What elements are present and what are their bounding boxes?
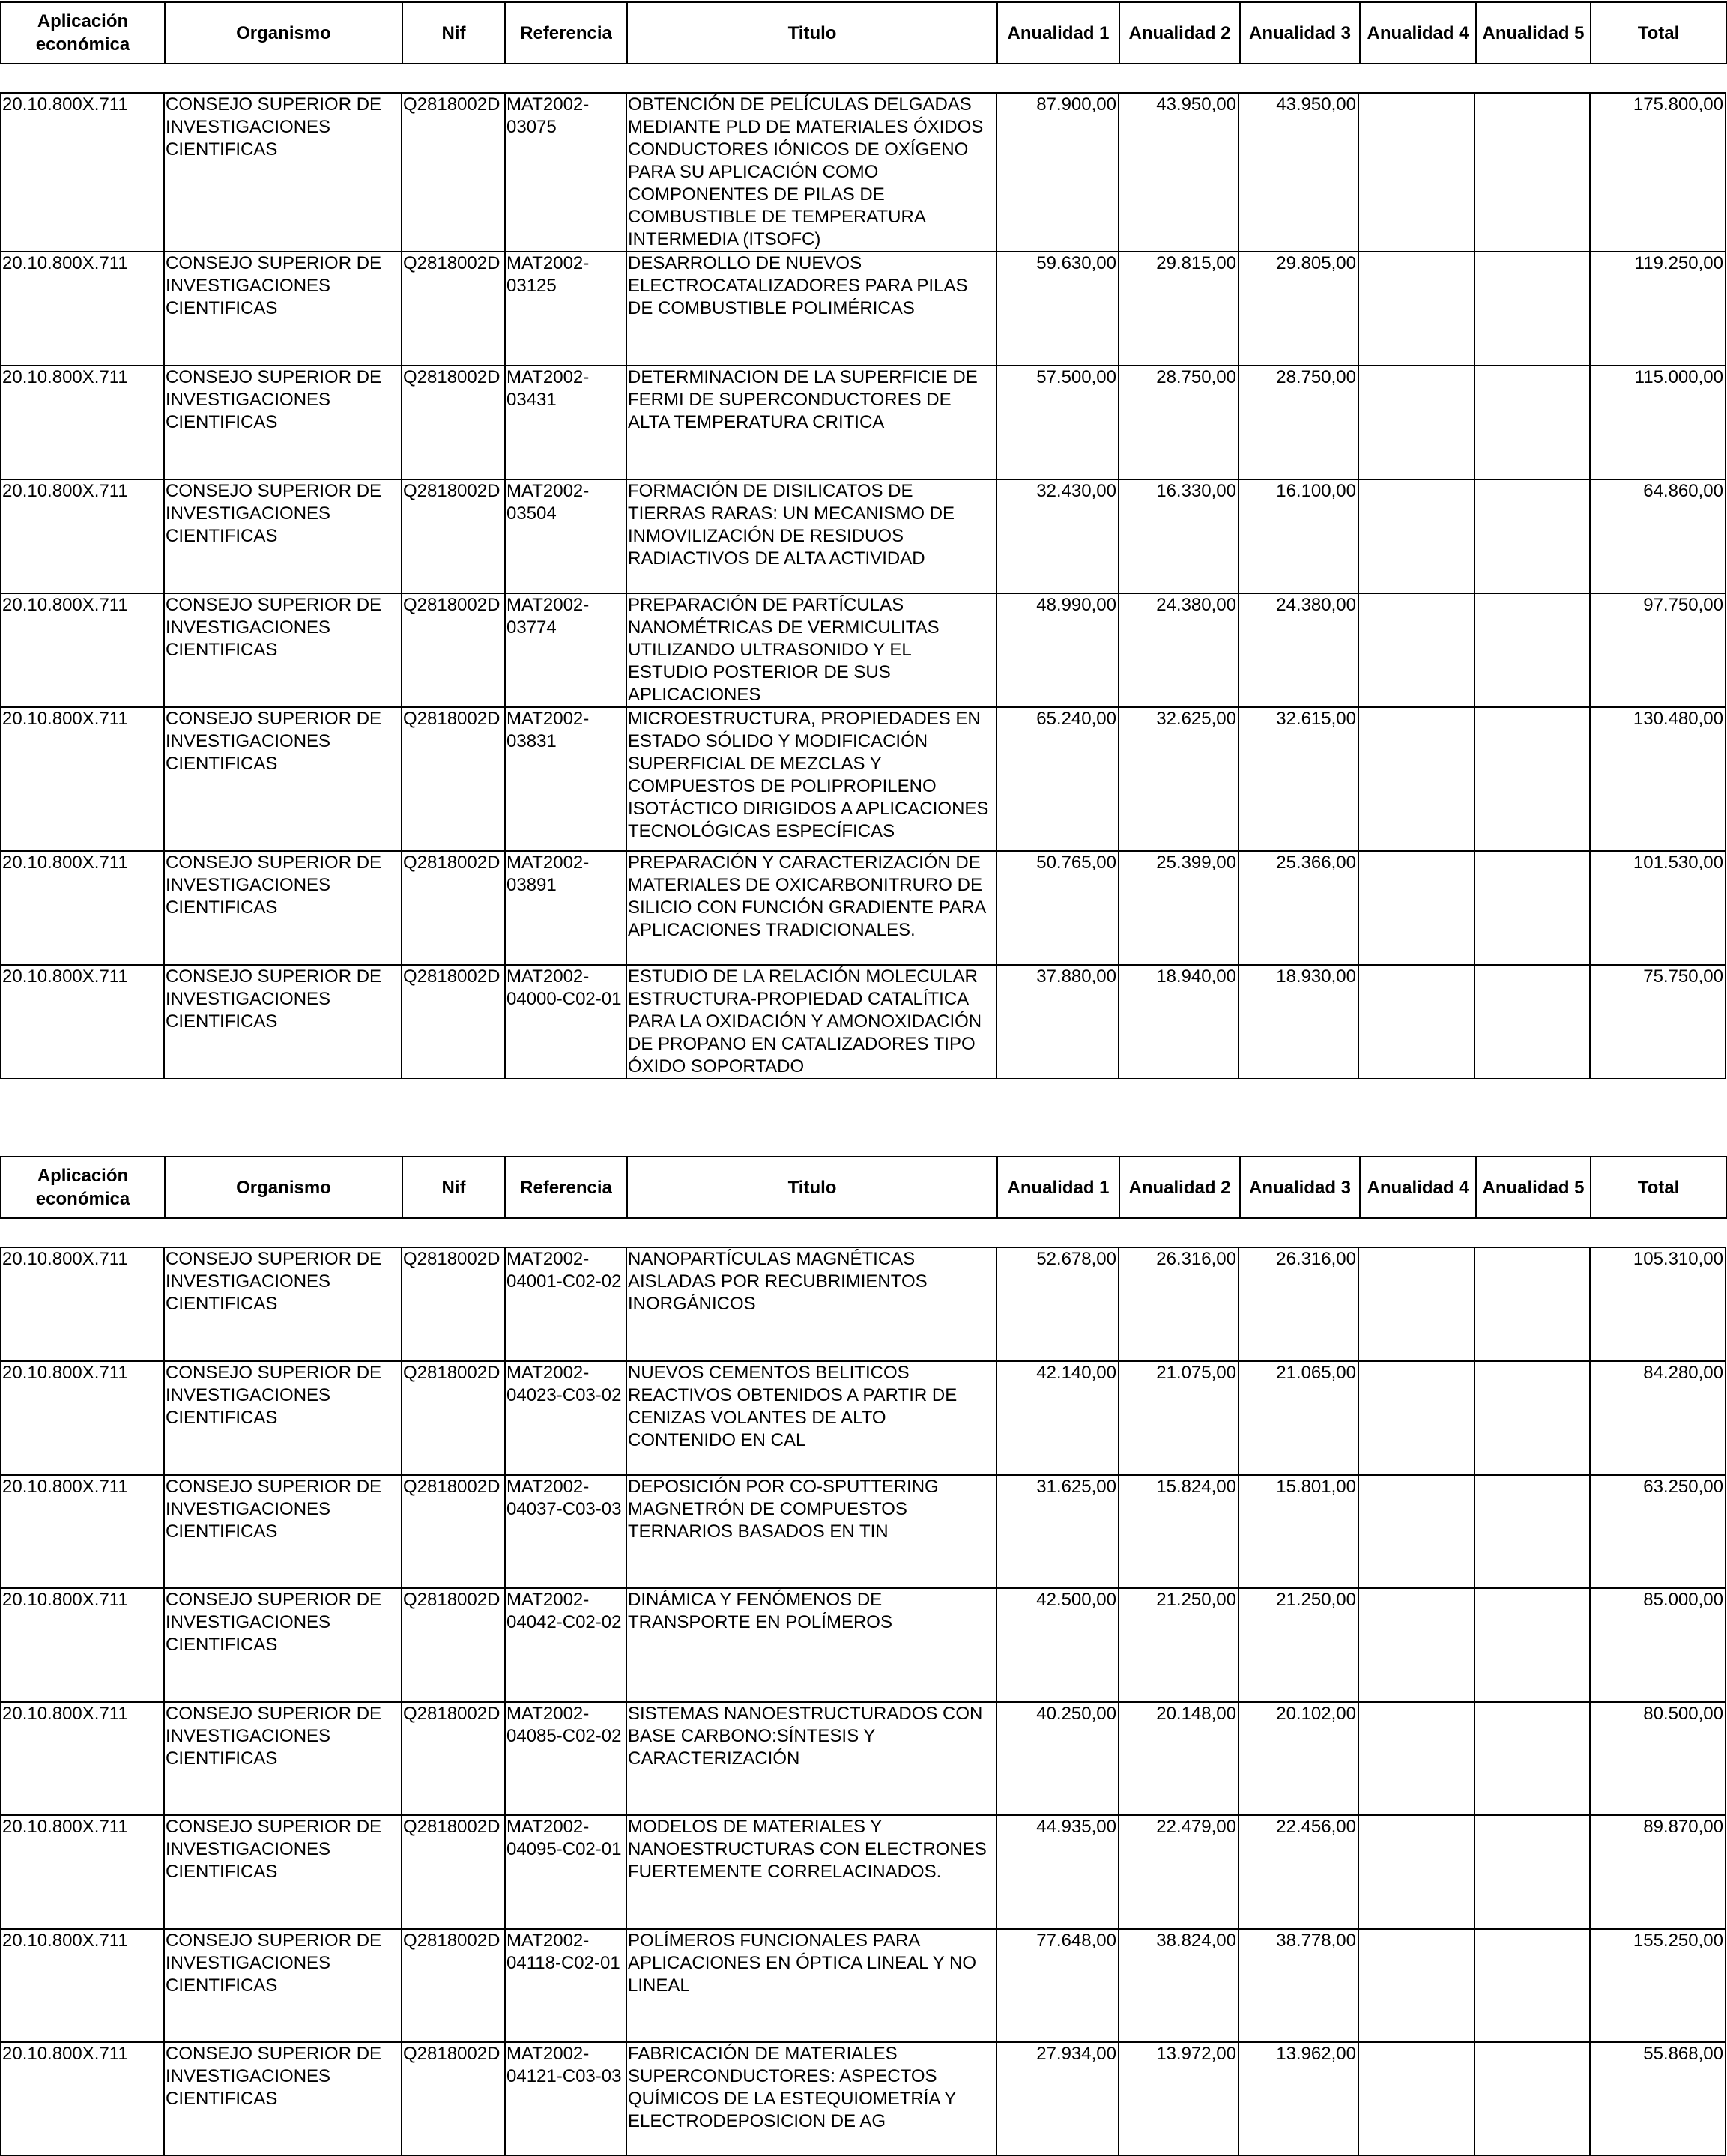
cell-referencia: MAT2002-04121-C03-03: [505, 2042, 626, 2155]
cell-nif: Q2818002D: [402, 1475, 505, 1588]
col-aplicacion: Aplicación económica: [1, 1157, 165, 1218]
data-table-2: [0, 1247, 1726, 2156]
table-row: [1, 252, 1726, 366]
cell-anualidad4: [1358, 93, 1475, 252]
cell-anualidad1: 32.430,00: [996, 479, 1119, 593]
cell-titulo: DINÁMICA Y FENÓMENOS DE TRANSPORTE EN POLÍMEROS: [626, 1588, 996, 1702]
cell-total: 115.000,00: [1590, 366, 1726, 479]
cell-organismo: CONSEJO SUPERIOR DE INVESTIGACIONES CIENTIFICAS: [164, 93, 402, 252]
col-total: Total: [1591, 2, 1726, 64]
table-row: [1, 593, 1726, 707]
cell-anualidad5: [1475, 1588, 1590, 1702]
cell-organismo: CONSEJO SUPERIOR DE INVESTIGACIONES CIENTIFICAS: [164, 707, 402, 851]
cell-total: 75.750,00: [1590, 965, 1726, 1079]
cell-titulo: FABRICACIÓN DE MATERIALES SUPERCONDUCTORES: ASPECTOS QUÍMICOS DE LA ESTEQUIOMETRÍA Y ELECTRODEPOSICION DE AG: [626, 2042, 996, 2155]
cell-anualidad2: 26.316,00: [1119, 1247, 1238, 1361]
cell-anualidad5: [1475, 366, 1590, 479]
cell-anualidad3: 18.930,00: [1238, 965, 1358, 1079]
cell-nif: Q2818002D: [402, 252, 505, 366]
cell-anualidad3: 28.750,00: [1238, 366, 1358, 479]
cell-titulo: POLÍMEROS FUNCIONALES PARA APLICACIONES EN ÓPTICA LINEAL Y NO LINEAL: [626, 1929, 996, 2042]
cell-anualidad4: [1358, 1929, 1475, 2042]
cell-referencia: MAT2002-04095-C02-01: [505, 1815, 626, 1929]
cell-anualidad3: 24.380,00: [1238, 593, 1358, 707]
data-table-1: [0, 92, 1726, 1079]
col-organismo: Organismo: [165, 1157, 402, 1218]
cell-aplicacion: 20.10.800X.711: [1, 93, 164, 252]
cell-referencia: MAT2002-04001-C02-02: [505, 1247, 626, 1361]
cell-anualidad3: 13.962,00: [1238, 2042, 1358, 2155]
col-titulo: Titulo: [627, 2, 997, 64]
cell-total: 89.870,00: [1590, 1815, 1726, 1929]
cell-total: 155.250,00: [1590, 1929, 1726, 2042]
cell-anualidad1: 87.900,00: [996, 93, 1119, 252]
cell-total: 85.000,00: [1590, 1588, 1726, 1702]
cell-referencia: MAT2002-04037-C03-03: [505, 1475, 626, 1588]
col-anualidad5: Anualidad 5: [1476, 1157, 1591, 1218]
cell-nif: Q2818002D: [402, 2042, 505, 2155]
cell-anualidad3: 21.250,00: [1238, 1588, 1358, 1702]
cell-anualidad3: 43.950,00: [1238, 93, 1358, 252]
col-organismo: Organismo: [165, 2, 402, 64]
cell-aplicacion: 20.10.800X.711: [1, 965, 164, 1079]
cell-anualidad2: 15.824,00: [1119, 1475, 1238, 1588]
cell-total: 130.480,00: [1590, 707, 1726, 851]
cell-total: 84.280,00: [1590, 1361, 1726, 1475]
col-anualidad5: Anualidad 5: [1476, 2, 1591, 64]
cell-aplicacion: 20.10.800X.711: [1, 1475, 164, 1588]
cell-referencia: MAT2002-03075: [505, 93, 626, 252]
col-anualidad4: Anualidad 4: [1360, 1157, 1476, 1218]
cell-organismo: CONSEJO SUPERIOR DE INVESTIGACIONES CIENTIFICAS: [164, 1929, 402, 2042]
cell-anualidad2: 25.399,00: [1119, 851, 1238, 965]
cell-anualidad2: 24.380,00: [1119, 593, 1238, 707]
cell-referencia: MAT2002-04023-C03-02: [505, 1361, 626, 1475]
cell-anualidad4: [1358, 707, 1475, 851]
cell-nif: Q2818002D: [402, 479, 505, 593]
cell-anualidad4: [1358, 1588, 1475, 1702]
cell-nif: Q2818002D: [402, 1247, 505, 1361]
cell-nif: Q2818002D: [402, 366, 505, 479]
cell-organismo: CONSEJO SUPERIOR DE INVESTIGACIONES CIENTIFICAS: [164, 1588, 402, 1702]
cell-total: 97.750,00: [1590, 593, 1726, 707]
cell-titulo: PREPARACIÓN DE PARTÍCULAS NANOMÉTRICAS DE VERMICULITAS UTILIZANDO ULTRASONIDO Y EL ESTUDIO POSTERIOR DE SUS APLICACIONES: [626, 593, 996, 707]
cell-anualidad2: 21.075,00: [1119, 1361, 1238, 1475]
cell-anualidad4: [1358, 1702, 1475, 1815]
cell-anualidad2: 43.950,00: [1119, 93, 1238, 252]
cell-anualidad2: 28.750,00: [1119, 366, 1238, 479]
cell-anualidad4: [1358, 1475, 1475, 1588]
cell-anualidad2: 18.940,00: [1119, 965, 1238, 1079]
col-referencia: Referencia: [505, 1157, 627, 1218]
table-row: [1, 1247, 1726, 1361]
cell-anualidad5: [1475, 1475, 1590, 1588]
table-row: [1, 1475, 1726, 1588]
table-row: [1, 366, 1726, 479]
cell-aplicacion: 20.10.800X.711: [1, 851, 164, 965]
cell-nif: Q2818002D: [402, 1815, 505, 1929]
table-row: [1, 851, 1726, 965]
col-anualidad2: Anualidad 2: [1119, 1157, 1240, 1218]
cell-referencia: MAT2002-04085-C02-02: [505, 1702, 626, 1815]
cell-anualidad1: 42.500,00: [996, 1588, 1119, 1702]
cell-titulo: PREPARACIÓN Y CARACTERIZACIÓN DE MATERIALES DE OXICARBONITRURO DE SILICIO CON FUNCIÓN GRADIENTE PARA APLICACIONES TRADICIONALES.: [626, 851, 996, 965]
cell-anualidad5: [1475, 93, 1590, 252]
cell-anualidad3: 26.316,00: [1238, 1247, 1358, 1361]
cell-aplicacion: 20.10.800X.711: [1, 2042, 164, 2155]
cell-anualidad4: [1358, 965, 1475, 1079]
cell-anualidad1: 44.935,00: [996, 1815, 1119, 1929]
col-referencia: Referencia: [505, 2, 627, 64]
cell-anualidad4: [1358, 1361, 1475, 1475]
cell-anualidad3: 22.456,00: [1238, 1815, 1358, 1929]
cell-organismo: CONSEJO SUPERIOR DE INVESTIGACIONES CIENTIFICAS: [164, 252, 402, 366]
cell-anualidad1: 65.240,00: [996, 707, 1119, 851]
cell-total: 63.250,00: [1590, 1475, 1726, 1588]
cell-anualidad3: 38.778,00: [1238, 1929, 1358, 2042]
col-anualidad3: Anualidad 3: [1240, 2, 1360, 64]
cell-total: 55.868,00: [1590, 2042, 1726, 2155]
cell-titulo: MICROESTRUCTURA, PROPIEDADES EN ESTADO SÓLIDO Y MODIFICACIÓN SUPERFICIAL DE MEZCLAS Y COMPUESTOS DE POLIPROPILENO ISOTÁCTICO DIRIGIDOS A APLICACIONES TECNOLÓGICAS ESPECÍFICAS: [626, 707, 996, 851]
header-table-2: [0, 1156, 1727, 1219]
table-row: [1, 1361, 1726, 1475]
cell-titulo: SISTEMAS NANOESTRUCTURADOS CON BASE CARBONO:SÍNTESIS Y CARACTERIZACIÓN: [626, 1702, 996, 1815]
cell-organismo: CONSEJO SUPERIOR DE INVESTIGACIONES CIENTIFICAS: [164, 1815, 402, 1929]
cell-anualidad1: 52.678,00: [996, 1247, 1119, 1361]
cell-aplicacion: 20.10.800X.711: [1, 1247, 164, 1361]
col-anualidad2: Anualidad 2: [1119, 2, 1240, 64]
cell-anualidad5: [1475, 1247, 1590, 1361]
table-row: [1, 479, 1726, 593]
cell-organismo: CONSEJO SUPERIOR DE INVESTIGACIONES CIENTIFICAS: [164, 1475, 402, 1588]
cell-anualidad4: [1358, 1815, 1475, 1929]
cell-organismo: CONSEJO SUPERIOR DE INVESTIGACIONES CIENTIFICAS: [164, 1247, 402, 1361]
cell-nif: Q2818002D: [402, 1929, 505, 2042]
cell-titulo: NANOPARTÍCULAS MAGNÉTICAS AISLADAS POR RECUBRIMIENTOS INORGÁNICOS: [626, 1247, 996, 1361]
header-table-1: [0, 1, 1727, 64]
cell-anualidad2: 16.330,00: [1119, 479, 1238, 593]
cell-anualidad3: 16.100,00: [1238, 479, 1358, 593]
table-row: [1, 1929, 1726, 2042]
cell-anualidad1: 37.880,00: [996, 965, 1119, 1079]
cell-organismo: CONSEJO SUPERIOR DE INVESTIGACIONES CIENTIFICAS: [164, 479, 402, 593]
cell-anualidad5: [1475, 1929, 1590, 2042]
cell-referencia: MAT2002-04118-C02-01: [505, 1929, 626, 2042]
cell-anualidad4: [1358, 252, 1475, 366]
cell-organismo: CONSEJO SUPERIOR DE INVESTIGACIONES CIENTIFICAS: [164, 366, 402, 479]
cell-organismo: CONSEJO SUPERIOR DE INVESTIGACIONES CIENTIFICAS: [164, 593, 402, 707]
cell-organismo: CONSEJO SUPERIOR DE INVESTIGACIONES CIENTIFICAS: [164, 1361, 402, 1475]
cell-anualidad5: [1475, 479, 1590, 593]
cell-referencia: MAT2002-03431: [505, 366, 626, 479]
cell-anualidad1: 27.934,00: [996, 2042, 1119, 2155]
cell-anualidad4: [1358, 851, 1475, 965]
cell-anualidad4: [1358, 366, 1475, 479]
cell-anualidad2: 38.824,00: [1119, 1929, 1238, 2042]
table-row: [1, 1815, 1726, 1929]
cell-total: 119.250,00: [1590, 252, 1726, 366]
cell-referencia: MAT2002-03891: [505, 851, 626, 965]
cell-anualidad1: 77.648,00: [996, 1929, 1119, 2042]
col-titulo: Titulo: [627, 1157, 997, 1218]
cell-anualidad3: 20.102,00: [1238, 1702, 1358, 1815]
cell-anualidad3: 32.615,00: [1238, 707, 1358, 851]
cell-anualidad5: [1475, 593, 1590, 707]
cell-anualidad1: 40.250,00: [996, 1702, 1119, 1815]
col-anualidad3: Anualidad 3: [1240, 1157, 1360, 1218]
cell-organismo: CONSEJO SUPERIOR DE INVESTIGACIONES CIENTIFICAS: [164, 965, 402, 1079]
col-anualidad4: Anualidad 4: [1360, 2, 1476, 64]
cell-total: 80.500,00: [1590, 1702, 1726, 1815]
cell-nif: Q2818002D: [402, 93, 505, 252]
cell-titulo: DESARROLLO DE NUEVOS ELECTROCATALIZADORES PARA PILAS DE COMBUSTIBLE POLIMÉRICAS: [626, 252, 996, 366]
cell-titulo: NUEVOS CEMENTOS BELITICOS REACTIVOS OBTENIDOS A PARTIR DE CENIZAS VOLANTES DE ALTO CONTENIDO EN CAL: [626, 1361, 996, 1475]
cell-aplicacion: 20.10.800X.711: [1, 1702, 164, 1815]
cell-anualidad5: [1475, 1815, 1590, 1929]
cell-anualidad5: [1475, 252, 1590, 366]
cell-total: 101.530,00: [1590, 851, 1726, 965]
cell-titulo: MODELOS DE MATERIALES Y NANOESTRUCTURAS CON ELECTRONES FUERTEMENTE CORRELACINADOS.: [626, 1815, 996, 1929]
cell-referencia: MAT2002-03125: [505, 252, 626, 366]
cell-anualidad5: [1475, 1702, 1590, 1815]
cell-anualidad4: [1358, 2042, 1475, 2155]
cell-referencia: MAT2002-03831: [505, 707, 626, 851]
cell-anualidad1: 57.500,00: [996, 366, 1119, 479]
cell-anualidad5: [1475, 2042, 1590, 2155]
cell-titulo: DETERMINACION DE LA SUPERFICIE DE FERMI DE SUPERCONDUCTORES DE ALTA TEMPERATURA CRITICA: [626, 366, 996, 479]
cell-aplicacion: 20.10.800X.711: [1, 707, 164, 851]
cell-aplicacion: 20.10.800X.711: [1, 366, 164, 479]
col-anualidad1: Anualidad 1: [997, 1157, 1119, 1218]
cell-nif: Q2818002D: [402, 965, 505, 1079]
cell-anualidad5: [1475, 965, 1590, 1079]
cell-aplicacion: 20.10.800X.711: [1, 593, 164, 707]
cell-anualidad2: 22.479,00: [1119, 1815, 1238, 1929]
cell-total: 175.800,00: [1590, 93, 1726, 252]
cell-anualidad1: 31.625,00: [996, 1475, 1119, 1588]
cell-organismo: CONSEJO SUPERIOR DE INVESTIGACIONES CIENTIFICAS: [164, 851, 402, 965]
col-nif: Nif: [402, 2, 505, 64]
cell-nif: Q2818002D: [402, 1361, 505, 1475]
cell-anualidad3: 15.801,00: [1238, 1475, 1358, 1588]
cell-aplicacion: 20.10.800X.711: [1, 1361, 164, 1475]
cell-aplicacion: 20.10.800X.711: [1, 479, 164, 593]
cell-referencia: MAT2002-04000-C02-01: [505, 965, 626, 1079]
cell-anualidad1: 50.765,00: [996, 851, 1119, 965]
cell-anualidad2: 29.815,00: [1119, 252, 1238, 366]
table-row: [1, 1702, 1726, 1815]
col-anualidad1: Anualidad 1: [997, 2, 1119, 64]
cell-nif: Q2818002D: [402, 851, 505, 965]
cell-referencia: MAT2002-03774: [505, 593, 626, 707]
cell-referencia: MAT2002-03504: [505, 479, 626, 593]
table-row: [1, 2042, 1726, 2155]
cell-titulo: ESTUDIO DE LA RELACIÓN MOLECULAR ESTRUCTURA-PROPIEDAD CATALÍTICA PARA LA OXIDACIÓN Y AMONOXIDACIÓN DE PROPANO EN CATALIZADORES TIPO ÓXIDO SOPORTADO: [626, 965, 996, 1079]
cell-total: 64.860,00: [1590, 479, 1726, 593]
cell-total: 105.310,00: [1590, 1247, 1726, 1361]
cell-anualidad2: 32.625,00: [1119, 707, 1238, 851]
col-nif: Nif: [402, 1157, 505, 1218]
cell-anualidad2: 20.148,00: [1119, 1702, 1238, 1815]
cell-organismo: CONSEJO SUPERIOR DE INVESTIGACIONES CIENTIFICAS: [164, 2042, 402, 2155]
cell-anualidad5: [1475, 707, 1590, 851]
cell-referencia: MAT2002-04042-C02-02: [505, 1588, 626, 1702]
cell-nif: Q2818002D: [402, 1702, 505, 1815]
cell-nif: Q2818002D: [402, 707, 505, 851]
table-row: [1, 707, 1726, 851]
cell-nif: Q2818002D: [402, 593, 505, 707]
cell-anualidad4: [1358, 479, 1475, 593]
cell-anualidad5: [1475, 1361, 1590, 1475]
cell-anualidad1: 48.990,00: [996, 593, 1119, 707]
cell-anualidad1: 42.140,00: [996, 1361, 1119, 1475]
cell-organismo: CONSEJO SUPERIOR DE INVESTIGACIONES CIENTIFICAS: [164, 1702, 402, 1815]
col-total: Total: [1591, 1157, 1726, 1218]
cell-anualidad3: 29.805,00: [1238, 252, 1358, 366]
cell-anualidad4: [1358, 593, 1475, 707]
cell-titulo: DEPOSICIÓN POR CO-SPUTTERING MAGNETRÓN DE COMPUESTOS TERNARIOS BASADOS EN TIN: [626, 1475, 996, 1588]
cell-aplicacion: 20.10.800X.711: [1, 1929, 164, 2042]
cell-anualidad1: 59.630,00: [996, 252, 1119, 366]
cell-aplicacion: 20.10.800X.711: [1, 252, 164, 366]
col-aplicacion: Aplicación económica: [1, 2, 165, 64]
table-row: [1, 1588, 1726, 1702]
table-row: [1, 965, 1726, 1079]
cell-anualidad3: 25.366,00: [1238, 851, 1358, 965]
cell-aplicacion: 20.10.800X.711: [1, 1815, 164, 1929]
cell-anualidad4: [1358, 1247, 1475, 1361]
cell-anualidad2: 13.972,00: [1119, 2042, 1238, 2155]
cell-titulo: OBTENCIÓN DE PELÍCULAS DELGADAS MEDIANTE PLD DE MATERIALES ÓXIDOS CONDUCTORES IÓNICOS DE OXÍGENO PARA SU APLICACIÓN COMO COMPONENTES DE PILAS DE COMBUSTIBLE DE TEMPERATURA INTERMEDIA (ITSOFC): [626, 93, 996, 252]
cell-nif: Q2818002D: [402, 1588, 505, 1702]
cell-aplicacion: 20.10.800X.711: [1, 1588, 164, 1702]
cell-titulo: FORMACIÓN DE DISILICATOS DE TIERRAS RARAS: UN MECANISMO DE INMOVILIZACIÓN DE RESIDUOS RADIACTIVOS DE ALTA ACTIVIDAD: [626, 479, 996, 593]
cell-anualidad3: 21.065,00: [1238, 1361, 1358, 1475]
cell-anualidad5: [1475, 851, 1590, 965]
cell-anualidad2: 21.250,00: [1119, 1588, 1238, 1702]
table-row: [1, 93, 1726, 252]
